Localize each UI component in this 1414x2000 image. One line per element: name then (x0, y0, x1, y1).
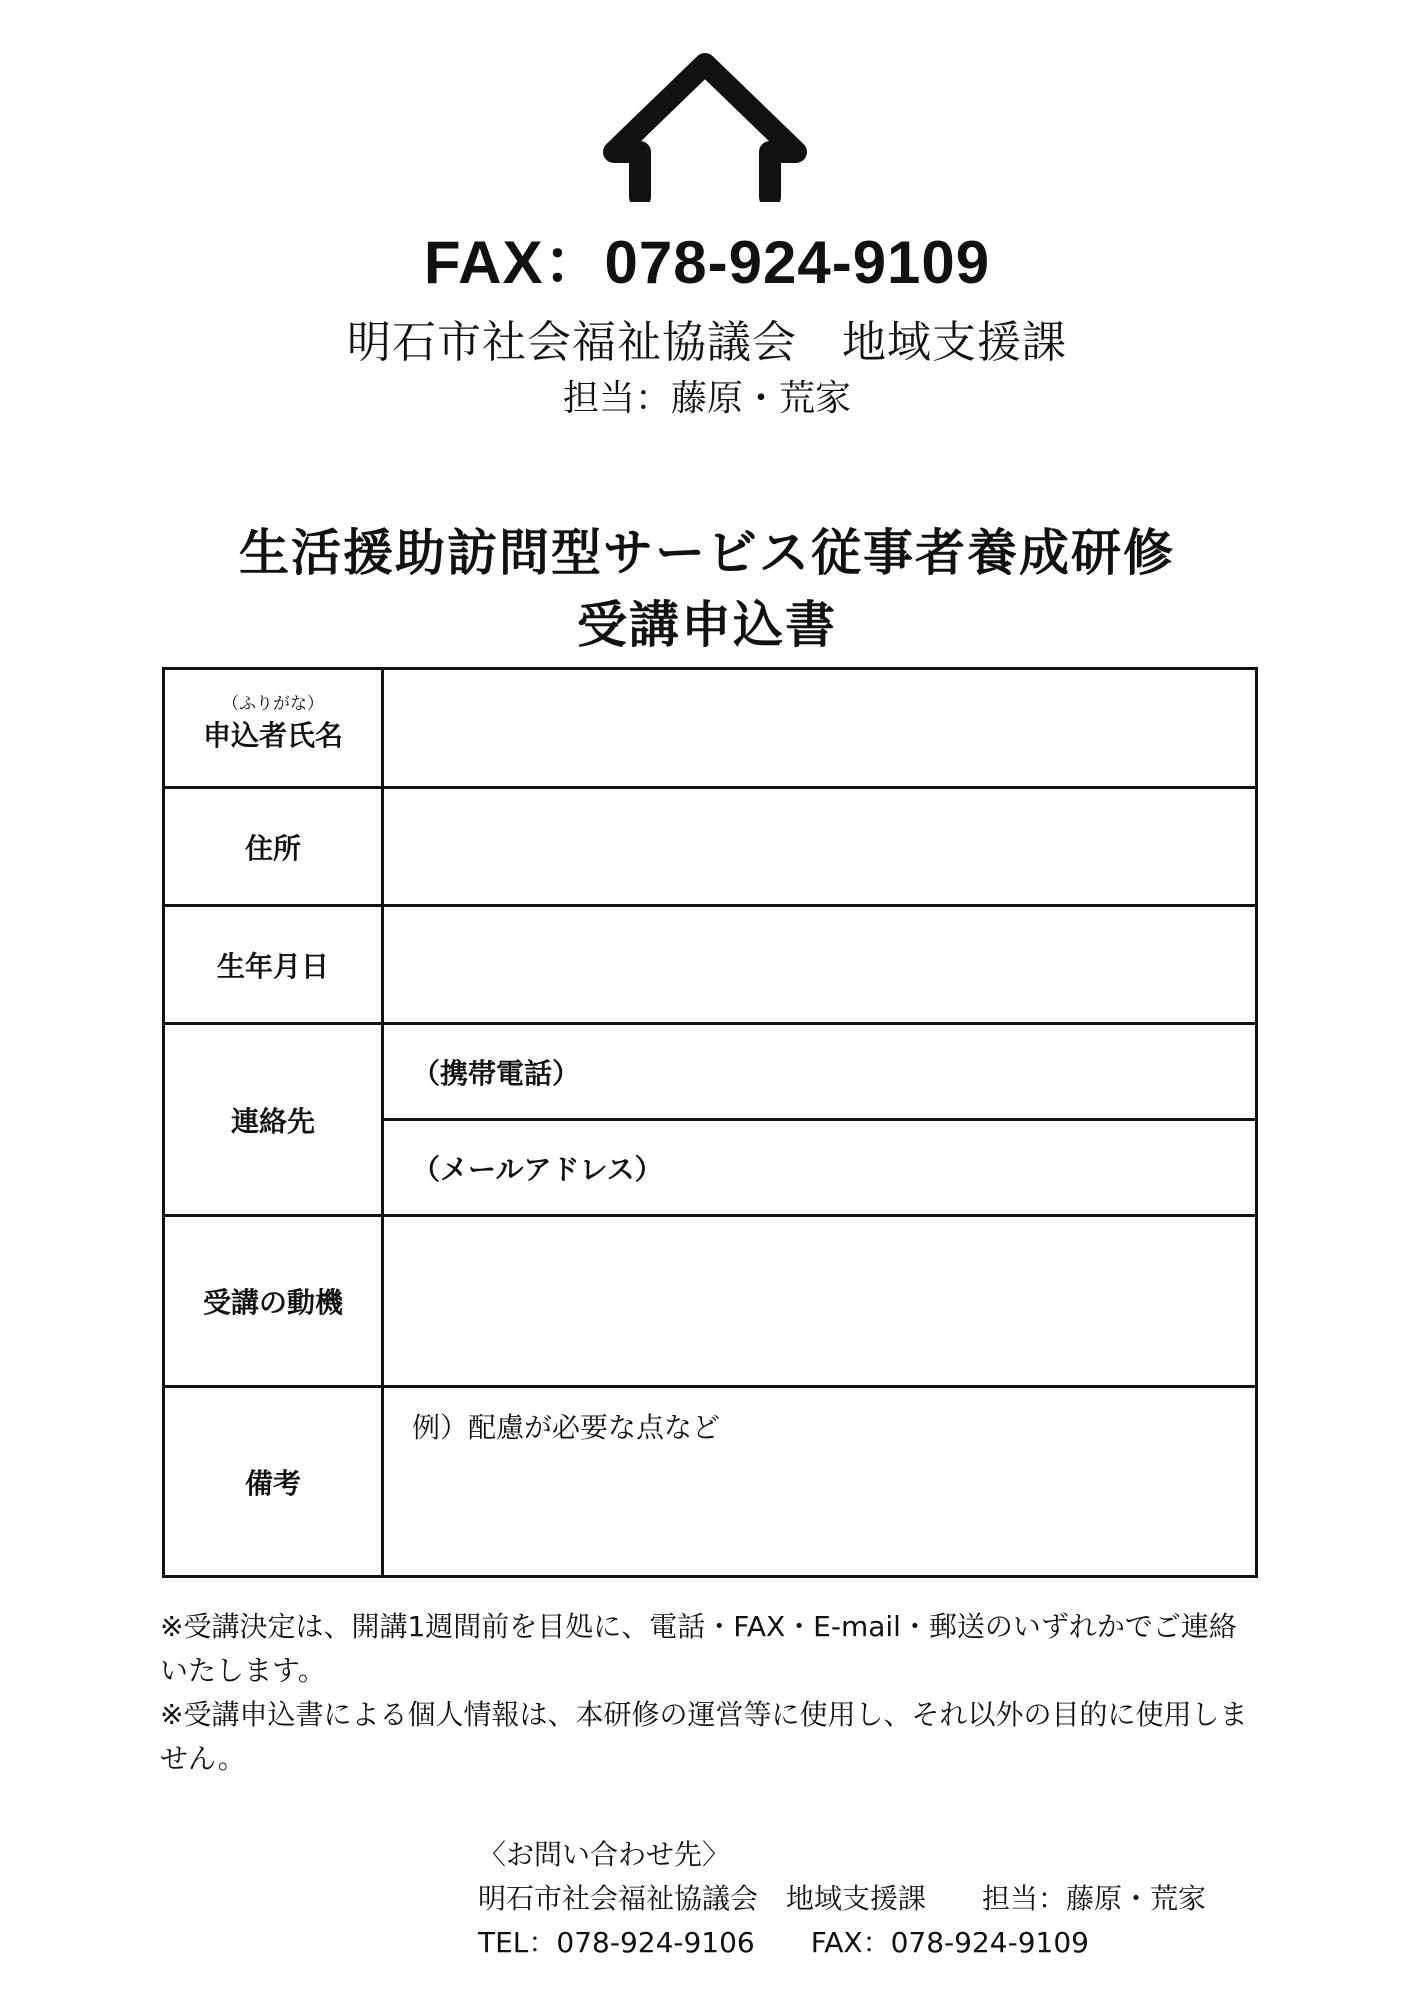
email-field[interactable] (383, 1120, 1257, 1216)
mobile-phone-hint: （携帯電話） (412, 1056, 581, 1090)
motivation-label: 受講の動機 (164, 1216, 383, 1387)
remarks-example-hint: 例）配慮が必要な点など (412, 1411, 721, 1444)
form-title-line1: 生活援助訪問型サービス従事者養成研修 (239, 524, 1175, 582)
contact-organization: 明石市社会福祉協議会 地域支援課 担当：藤原・荒家 (478, 1882, 1207, 1915)
furigana-label: （ふりがな） (222, 694, 324, 714)
note-decision: ※受講決定は、開講1週間前を目処に、電話・FAX・E-mail・郵送のいずれかでご連絡いたします。 (160, 1610, 1237, 1687)
address-field[interactable] (383, 788, 1257, 906)
birthdate-field[interactable] (383, 906, 1257, 1024)
house-arrow-icon (600, 52, 810, 202)
row-motivation (164, 1216, 1257, 1387)
organization-name: 明石市社会福祉協議会 地域支援課 (347, 317, 1067, 368)
row-birthdate (164, 906, 1257, 1024)
remarks-field[interactable] (383, 1387, 1257, 1577)
name-label-cell (164, 669, 383, 788)
remarks-label: 備考 (164, 1387, 383, 1577)
notes-section (160, 1605, 1260, 1781)
contact-label: 連絡先 (164, 1024, 383, 1216)
contact-phone-fax: TEL：078-924-9106 FAX：078-924-9109 (478, 1926, 1089, 1959)
mobile-phone-field[interactable] (383, 1024, 1257, 1120)
name-label: 申込者氏名 (202, 719, 343, 752)
birthdate-label: 生年月日 (164, 906, 383, 1024)
row-contact-mobile (164, 1024, 1257, 1120)
row-name (164, 669, 1257, 788)
name-field[interactable] (383, 669, 1257, 788)
form-title-line2: 受講申込書 (577, 596, 837, 654)
fax-number-heading: FAX：078-924-9109 (423, 229, 991, 296)
motivation-field[interactable] (383, 1216, 1257, 1387)
staff-in-charge: 担当：藤原・荒家 (562, 378, 851, 419)
row-address (164, 788, 1257, 906)
application-form-table (162, 667, 1258, 1578)
address-label: 住所 (164, 788, 383, 906)
email-hint: （メールアドレス） (412, 1152, 663, 1186)
row-remarks (164, 1387, 1257, 1577)
contact-heading: 〈お問い合わせ先〉 (478, 1838, 731, 1871)
note-privacy: ※受講申込書による個人情報は、本研修の運営等に使用し、それ以外の目的に使用しません。 (160, 1698, 1248, 1775)
